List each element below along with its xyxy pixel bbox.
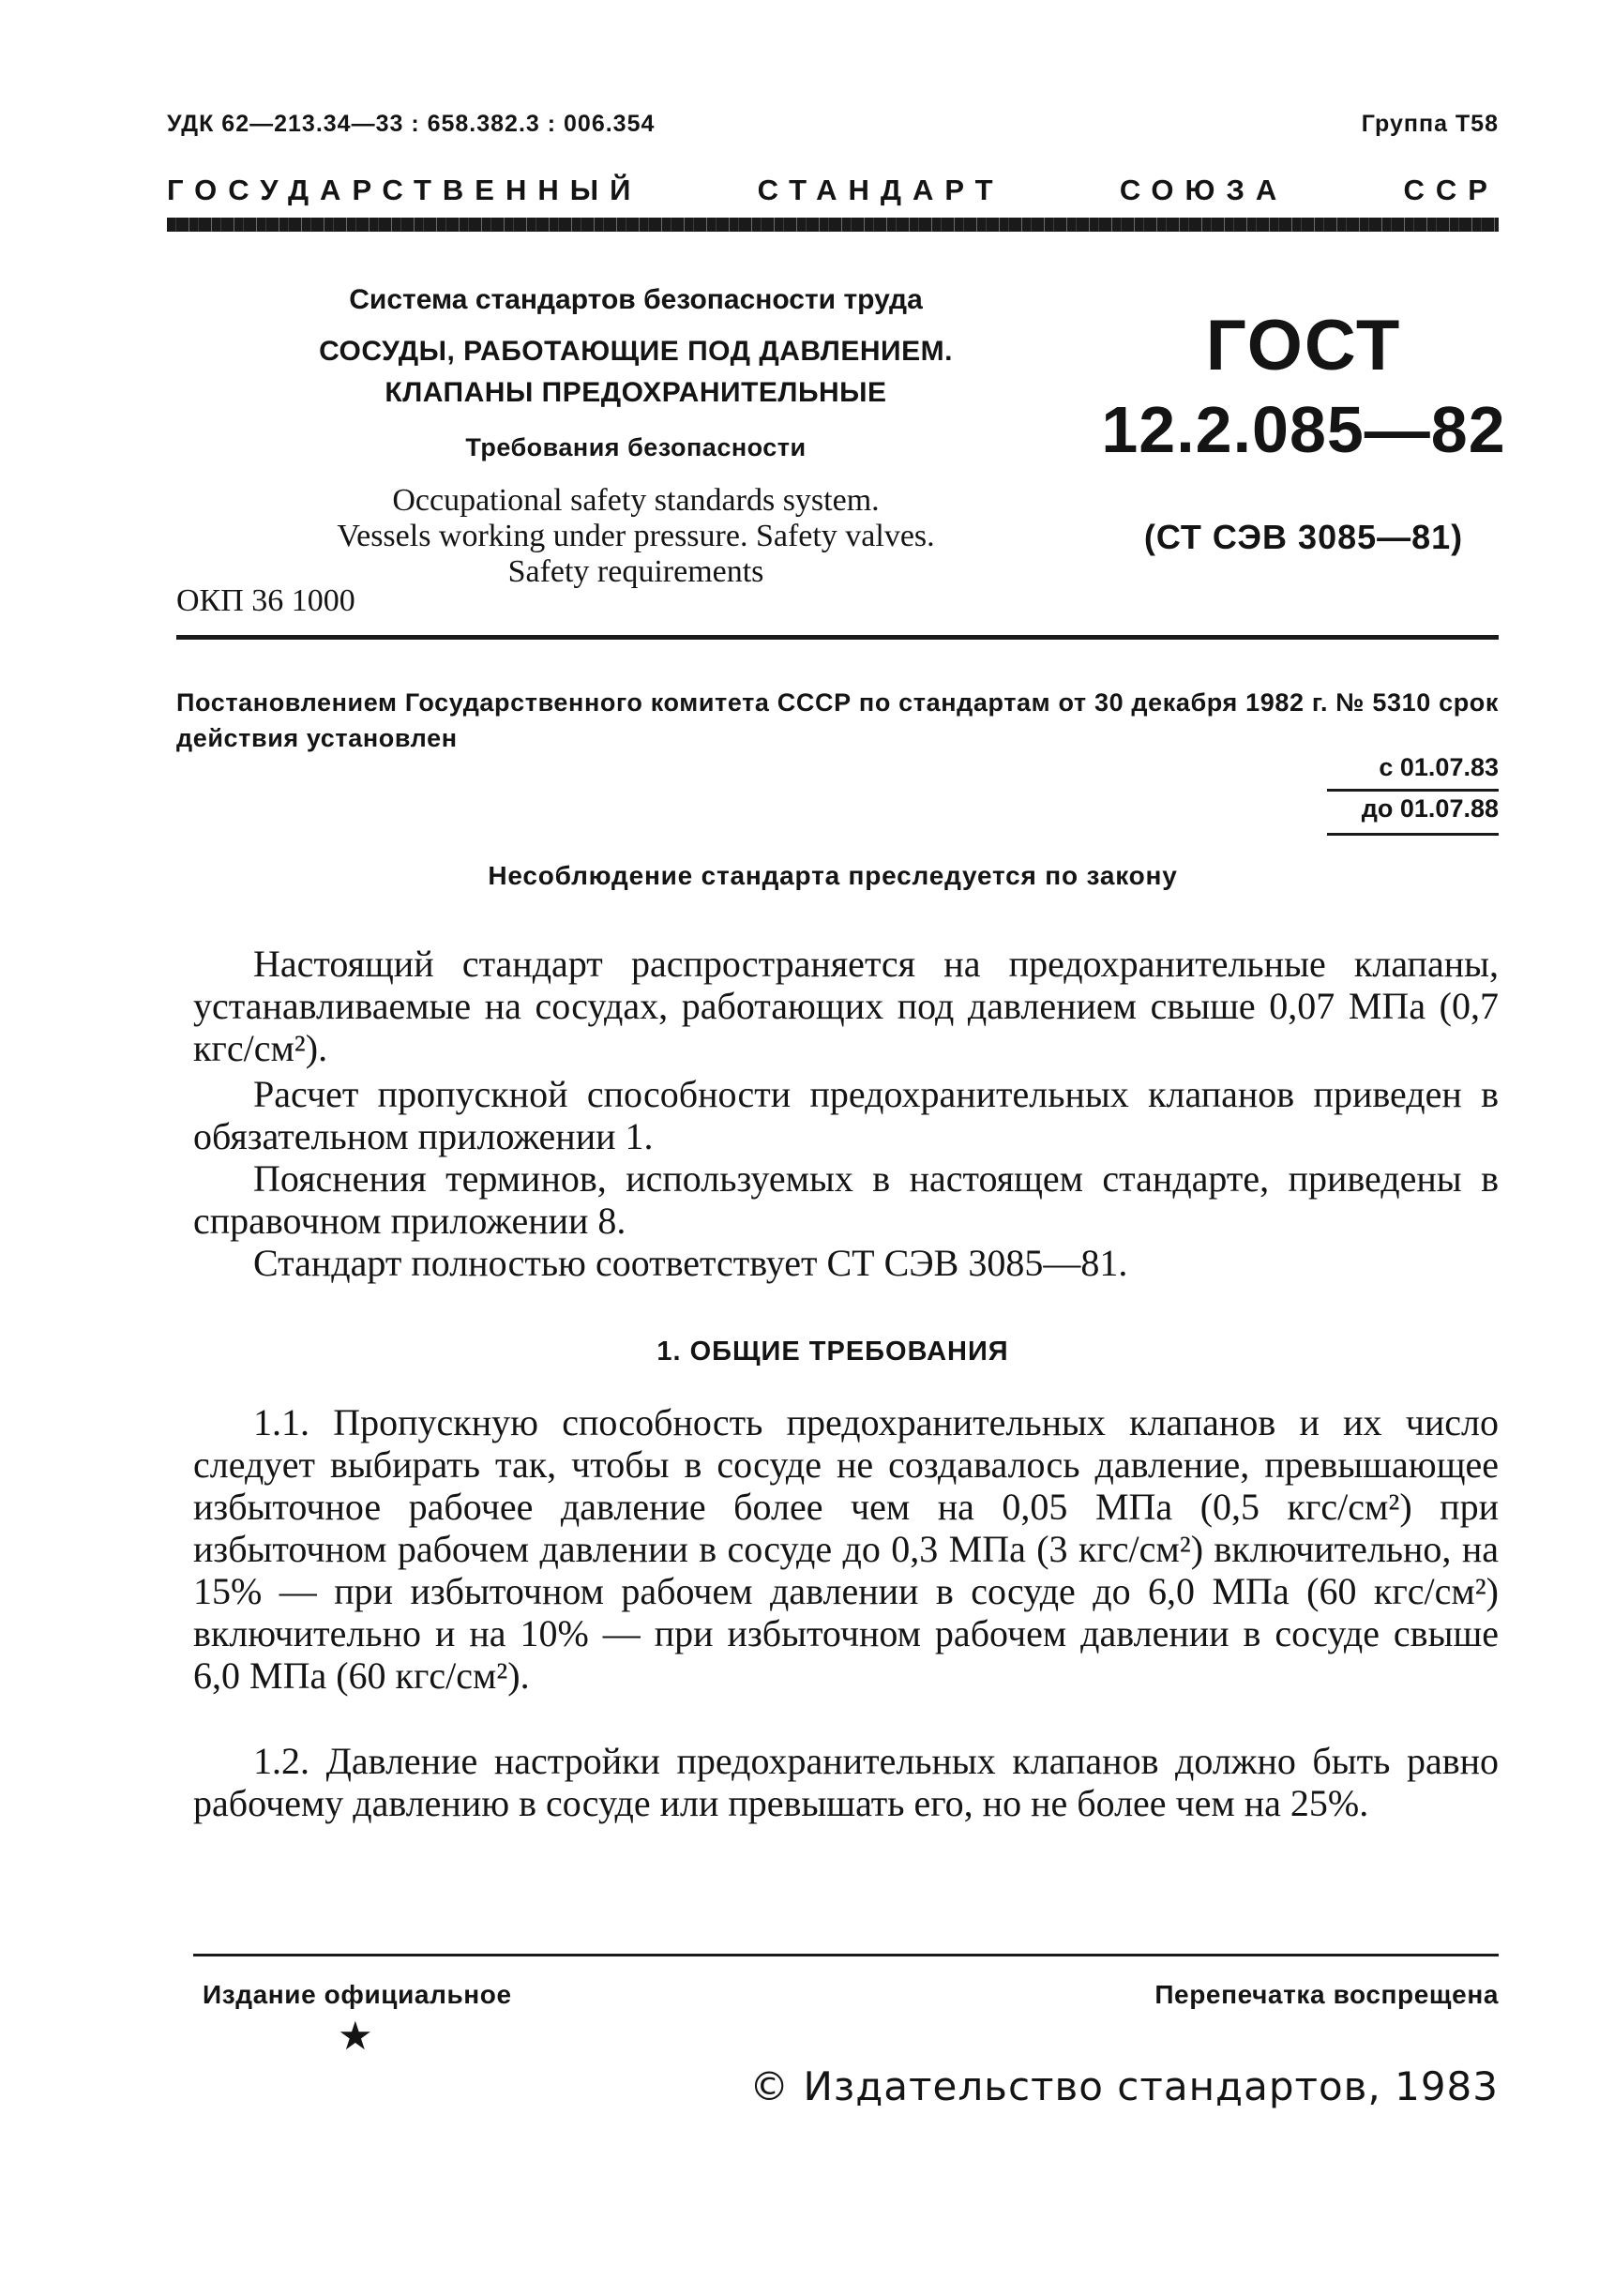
standard-subtitle: Требования безопасности — [465, 433, 807, 461]
intro-paragraph: Стандарт полностью соответствует СТ СЭВ 3085—81. — [253, 1242, 1128, 1284]
star-icon: ★ — [338, 2016, 373, 2059]
banner-word: СОЮЗА — [1119, 174, 1289, 206]
english-title-line: Occupational safety standards system. — [392, 483, 880, 518]
udk-code: УДК 62—213.34—33 : 658.382.3 : 006.354 — [167, 111, 656, 137]
intro-paragraph: Расчет пропускной способности предохранительных клапанов приведен в обязательном приложении 1. — [193, 1073, 1499, 1157]
date-underline — [1327, 833, 1499, 836]
date-underline — [1327, 789, 1499, 792]
copyright: © Издательство стандартов, 1983 — [749, 2063, 1499, 2109]
gost-label: ГОСТ — [1205, 306, 1402, 385]
standard-title-line-2: КЛАПАНЫ ПРЕДОХРАНИТЕЛЬНЫЕ — [385, 377, 887, 408]
system-title: Система стандартов безопасности труда — [349, 284, 923, 315]
cmea-reference: (СТ СЭВ 3085—81) — [1143, 518, 1464, 556]
banner-word: ГОСУДАРСТВЕННЫЙ — [167, 174, 642, 206]
valid-to: до 01.07.88 — [1361, 794, 1499, 823]
intro-paragraph: Пояснения терминов, используемых в настоящем стандарте, приведены в справочном приложении 8. — [193, 1157, 1499, 1242]
standard-title-line-1: СОСУДЫ, РАБОТАЮЩИЕ ПОД ДАВЛЕНИЕМ. — [319, 336, 953, 367]
banner-title — [167, 174, 1499, 207]
clause-1-2: 1.2. Давление настройки предохранительных клапанов должно быть равно рабочему давлению в сосуде или превышать его, но не более чем на 25%. — [193, 1740, 1499, 1824]
footer-divider — [193, 1954, 1499, 1956]
english-title — [167, 483, 1105, 590]
valid-from: с 01.07.83 — [1379, 753, 1499, 781]
decree-text: Постановлением Государственного комитета СССР по стандартам от 30 декабря 1982 г. № 5310 срок действия установлен — [176, 688, 1499, 752]
official-edition: Издание официальное — [203, 1980, 512, 2009]
english-title-line: Safety requirements — [507, 554, 764, 589]
legal-warning: Несоблюдение стандарта преследуется по закону — [488, 861, 1178, 890]
intro-paragraph: Настоящий стандарт распространяется на предохранительные клапаны, устанавливаемые на сосудах, работающих под давлением свыше 0,07 МПа (0,7 кгс/см²). — [193, 943, 1499, 1069]
clause-1-1: 1.1. Пропускную способность предохранительных клапанов и их число следует выбирать так, чтобы в сосуде не создавалось давление, превышающее избыточное рабочее давление более чем на 0,05 МПа (0,5 кгс/см²) при избыточном рабочем давлении в сосуде до 0,3 МПа (3 кгс/см²) включительно, на 15% — при избыточном рабочем давлении в сосуде до 6,0 МПа (60 кгс/см²) включительно и на 10% — при избыточном рабочем давлении в сосуде свыше 6,0 МПа (60 кгс/см²). — [193, 1401, 1499, 1697]
group-code: Группа Т58 — [1361, 111, 1499, 137]
banner-word: ССР — [1403, 174, 1499, 206]
okp-code: ОКП 36 1000 — [176, 583, 355, 618]
english-title-line: Vessels working under pressure. Safety valves. — [337, 519, 935, 553]
divider — [176, 635, 1499, 640]
section-heading: 1. ОБЩИЕ ТРЕБОВАНИЯ — [656, 1337, 1009, 1367]
banner-rule — [167, 218, 1499, 232]
reprint-prohibited: Перепечатка воспрещена — [1154, 1980, 1499, 2009]
banner-word: СТАНДАРТ — [757, 174, 1004, 206]
gost-number: 12.2.085—82 — [1101, 393, 1506, 466]
